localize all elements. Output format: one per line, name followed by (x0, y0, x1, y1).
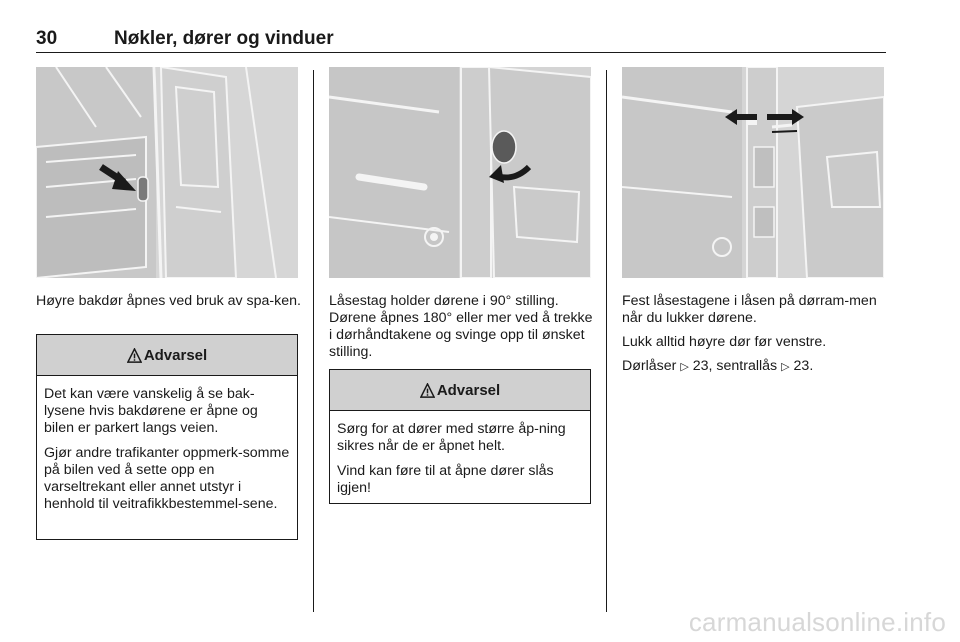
warning-title: Advarsel (436, 381, 501, 399)
warning-triangle-icon (420, 383, 435, 398)
reference-suffix: . (809, 358, 814, 374)
column3-text (622, 293, 887, 383)
reference-line (622, 358, 887, 376)
page-number: 30 (36, 28, 58, 49)
figure-rear-door-lever (36, 67, 298, 278)
chapter-title: Nøkler, dører og vinduer (114, 28, 334, 49)
warning-paragraph: Gjør andre trafikanter oppmerk-somme på bilen ved å sette opp en varseltrekant eller annet utstyr i henhold til veitrafikkbestemmel-sene. (44, 445, 290, 512)
column-divider (606, 70, 607, 612)
warning-paragraph: Sørg for at dører med større åp-ning sikres når de er åpnet helt. (337, 421, 566, 454)
page-header (36, 22, 886, 53)
reference-prefix: Dørlåser (622, 358, 677, 374)
column-divider (313, 70, 314, 612)
warning-triangle-icon (127, 348, 142, 363)
figure-door-lock-strap (622, 67, 884, 278)
watermark: carmanualsonline.info (688, 607, 946, 637)
reference-arrow-icon: ▷ (680, 361, 689, 373)
paragraph: Høyre bakdør åpnes ved bruk av spa-ken. (36, 293, 301, 309)
column1-text (36, 293, 301, 317)
page-reference-link[interactable]: 23 (692, 358, 709, 374)
paragraph: Fest låsestagene i låsen på dørram-men når du lukker dørene. (622, 293, 877, 326)
page-reference-link[interactable]: 23 (793, 358, 810, 374)
reference-arrow-icon: ▷ (781, 361, 790, 373)
warning-paragraph: Vind kan føre til at åpne dører slås igjen! (337, 463, 554, 496)
warning-header (330, 370, 590, 411)
warning-title: Advarsel (143, 346, 208, 364)
warning-box (329, 369, 591, 504)
warning-header (37, 335, 297, 376)
paragraph: Låsestag holder dørene i 90° stilling. Dørene åpnes 180° eller mer ved å trekke i dørhåndtakene og svinge opp til ønsket stilling. (329, 293, 593, 360)
warning-body (330, 411, 590, 511)
paragraph: Lukk alltid høyre dør før venstre. (622, 334, 827, 350)
column2-text (329, 293, 594, 368)
warning-body (37, 376, 297, 527)
reference-separator: , sentrallås (708, 358, 778, 374)
warning-paragraph: Det kan være vanskelig å se bak-lysene hvis bakdørene er åpne og bilen er parkert langs veien. (44, 386, 258, 436)
warning-box (36, 334, 298, 540)
figure-door-check-strap (329, 67, 591, 278)
